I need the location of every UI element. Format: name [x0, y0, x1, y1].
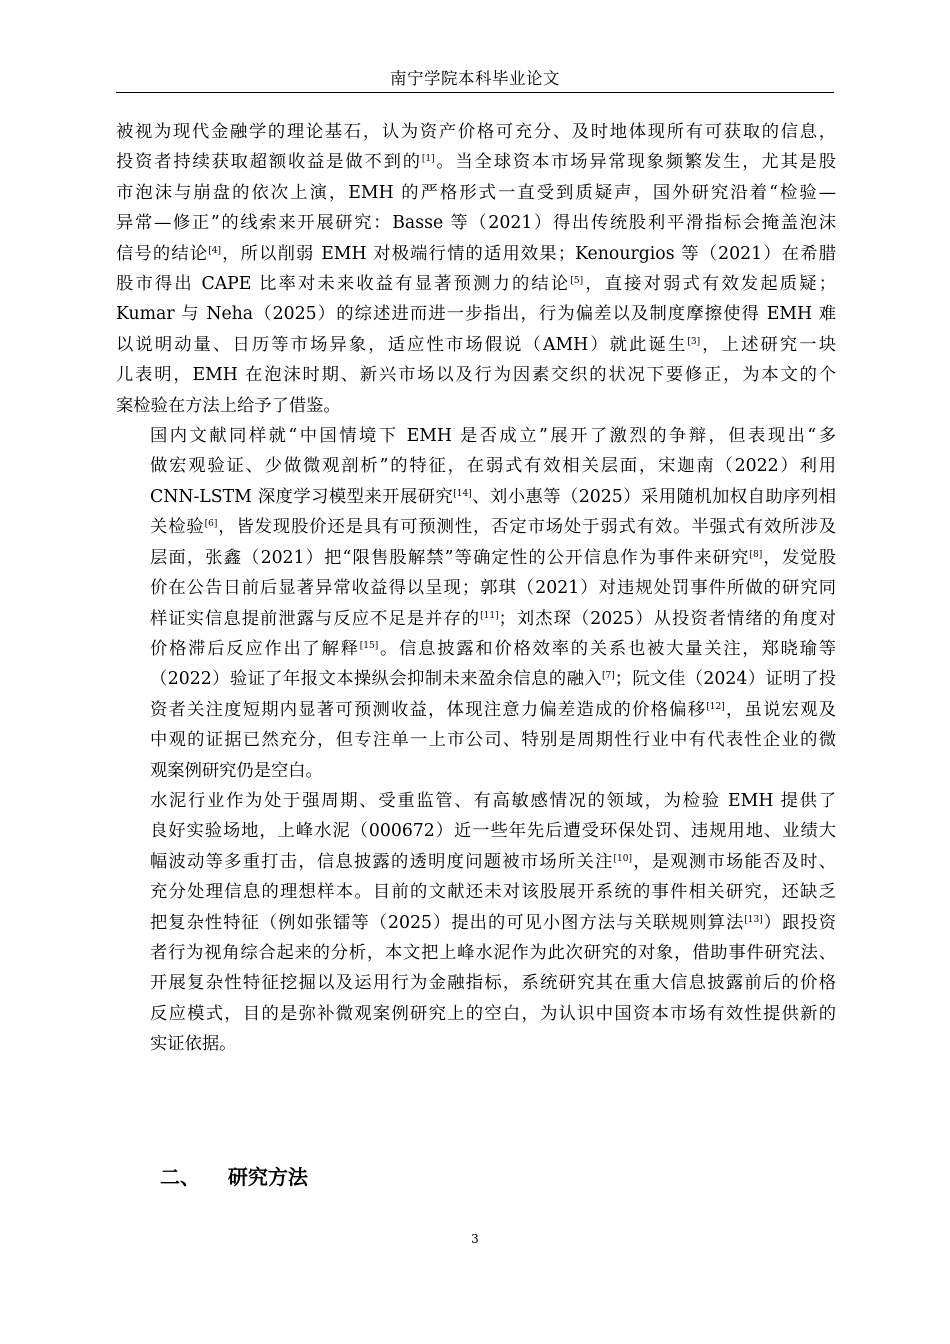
citation-ref: [6] [204, 519, 218, 530]
citation-ref: [7] [602, 671, 615, 682]
text-run: 水泥行业作为处于强周期、受重监管、有高敏感情况的领域，为检验 EMH 提供了 [150, 790, 836, 811]
text-line [116, 360, 836, 390]
citation-ref: [4] [208, 245, 222, 256]
text-line [116, 938, 836, 968]
text-run: ，发觉股 [762, 547, 836, 568]
text-run: 。当全球资本市场异常现象频繁发生，尤其是股 [434, 152, 836, 173]
text-run: Kumar 与 Neha（2025）的综述进而进一步指出，行为偏差以及制度摩擦使得 EMH 难 [116, 304, 836, 325]
citation-ref: [15] [359, 640, 379, 651]
text-run: ；阮文佳（2024）证明了投 [614, 669, 837, 690]
citation-ref: [3] [687, 336, 701, 347]
text-run: 者行为视角综合起来的分析，本文把上峰水泥作为此次研究的对象，借助事件研究法、 [150, 942, 836, 963]
text-run: 开展复杂性特征挖掘以及运用行为金融指标，系统研究其在重大信息披露前后的价格 [150, 973, 836, 994]
text-run: 资者关注度短期内显著可预测收益，体现注意力偏差造成的价格偏移 [150, 699, 707, 720]
text-run: 样证实信息提前泄露与反应不足是并存的 [150, 608, 481, 629]
text-line [116, 664, 836, 694]
text-run: 把复杂性特征（例如张镭等（2025）提出的可见小图方法与关联规则算法 [150, 912, 745, 933]
citation-ref: [8] [749, 549, 763, 560]
text-run: ；刘杰琛（2025）从投资者情绪的角度对 [498, 608, 836, 629]
text-line [116, 634, 836, 664]
text-line [116, 695, 836, 725]
text-run: （2022）验证了年报文本操纵会抑制未来盈余信息的融入 [150, 669, 603, 690]
text-line [116, 147, 836, 177]
text-run: 层面，张鑫（2021）把“限售股解禁”等确定性的公开信息作为事件来研究 [150, 547, 750, 568]
text-line [116, 968, 836, 998]
text-run: 、刘小惠等（2025）采用随机加权自助序列相 [471, 486, 836, 507]
text-run: CNN-LSTM 深度学习模型来开展研究 [150, 486, 454, 507]
text-line [116, 999, 836, 1029]
text-run: 充分处理信息的理想样本。目前的文献还未对该股展开系统的事件相关研究，还缺乏 [150, 882, 836, 903]
header-title: 南宁学院本科毕业论文 [390, 69, 560, 88]
citation-ref: [13] [744, 914, 763, 925]
text-run: ，皆发现股价还是具有可预测性，否定市场处于弱式有效。半强式有效所涉及 [217, 517, 836, 538]
text-run: ，上述研究一块 [700, 334, 836, 355]
text-line [116, 512, 836, 542]
text-run: 案检验在方法上给予了借鉴。 [116, 395, 341, 416]
text-run: 异常—修正”的线索来开展研究：Basse 等（2021）得出传统股利平滑指标会掩盖泡沫 [116, 213, 836, 234]
text-line [116, 877, 836, 907]
citation-ref: [14] [453, 488, 472, 499]
text-line [116, 299, 836, 329]
text-line [116, 756, 836, 786]
text-run: ，直接对弱式有效发起质疑； [583, 274, 836, 295]
text-run: 中观的证据已然充分，但专注单一上市公司、特别是周期性行业中有代表性企业的微 [150, 730, 836, 751]
citation-ref: [12] [706, 701, 725, 712]
text-run: 关检验 [150, 517, 205, 538]
text-run: 被视为现代金融学的理论基石，认为资产价格可充分、及时地体现所有可获取的信息， [116, 122, 836, 142]
text-run: ，虽说宏观及 [724, 699, 836, 720]
text-line [116, 239, 836, 269]
text-run: 价在公告日前后显著异常收益得以呈现；郭琪（2021）对违规处罚事件所做的研究同 [150, 578, 836, 599]
text-run: ，所以削弱 EMH 对极端行情的适用效果；Kenourgios 等（2021）在希腊 [221, 243, 836, 264]
text-line [116, 1029, 836, 1059]
citation-ref: [10] [613, 853, 633, 864]
text-run: 信号的结论 [116, 243, 209, 264]
text-line [116, 117, 836, 147]
citation-ref: [11] [480, 610, 499, 621]
paragraph [116, 421, 836, 786]
citation-ref: [5] [570, 276, 584, 287]
text-run: 实证依据。 [150, 1034, 237, 1055]
text-run: 良好实验场地，上峰水泥（000672）近一些年先后遭受环保处罚、违规用地、业绩大 [150, 821, 836, 842]
text-line [116, 816, 836, 846]
page-header [116, 66, 834, 93]
text-line [116, 573, 836, 603]
text-line [116, 178, 836, 208]
text-run: 儿表明，EMH 在泡沫时期、新兴市场以及行为因素交织的状况下要修正，为本文的个 [116, 365, 836, 386]
text-run: ）跟投资 [762, 912, 836, 933]
body-text [116, 117, 836, 1060]
text-line [116, 847, 836, 877]
text-run: ，是观测市场能否及时、 [632, 851, 836, 872]
text-run: 观案例研究仍是空白。 [150, 760, 323, 781]
text-line [116, 330, 836, 360]
text-run: 投资者持续获取超额收益是做不到的 [116, 152, 422, 173]
section-number: 二、 [160, 1165, 200, 1189]
text-line [116, 451, 836, 481]
text-line [116, 269, 836, 299]
text-run: 。信息披露和价格效率的关系也被大量关注，郑晓瑜等 [378, 638, 836, 659]
text-line [116, 421, 836, 451]
section-title: 研究方法 [227, 1165, 308, 1189]
text-line [116, 543, 836, 573]
text-run: 反应模式，目的是弥补微观案例研究上的空白，为认识中国资本市场有效性提供新的 [150, 1003, 836, 1024]
citation-ref: [1] [421, 154, 435, 165]
text-run: 股市得出 CAPE 比率对未来收益有显著预测力的结论 [116, 274, 571, 295]
text-line [116, 908, 836, 938]
section-heading [160, 1162, 308, 1192]
paragraph [116, 786, 836, 1060]
text-run: 价格滞后反应作出了解释 [150, 638, 360, 659]
text-line [116, 482, 836, 512]
text-run: 国内文献同样就“中国情境下 EMH 是否成立”展开了激烈的争辩，但表现出“多 [150, 426, 836, 447]
text-line [116, 786, 836, 816]
text-line [116, 208, 836, 238]
text-line [116, 725, 836, 755]
text-run: 做宏观验证、少做微观剖析”的特征，在弱式有效相关层面，宋迦南（2022）利用 [150, 456, 836, 477]
text-line [116, 391, 836, 421]
text-run: 幅波动等多重打击，信息披露的透明度问题被市场所关注 [150, 851, 614, 872]
text-line [116, 604, 836, 634]
paragraph [116, 117, 836, 421]
text-run: 市泡沫与崩盘的依次上演，EMH 的严格形式一直受到质疑声，国外研究沿着“检验— [116, 182, 836, 203]
text-run: 以说明动量、日历等市场异象，适应性市场假说（AMH）就此诞生 [116, 334, 688, 355]
page-number: 3 [471, 1232, 479, 1246]
